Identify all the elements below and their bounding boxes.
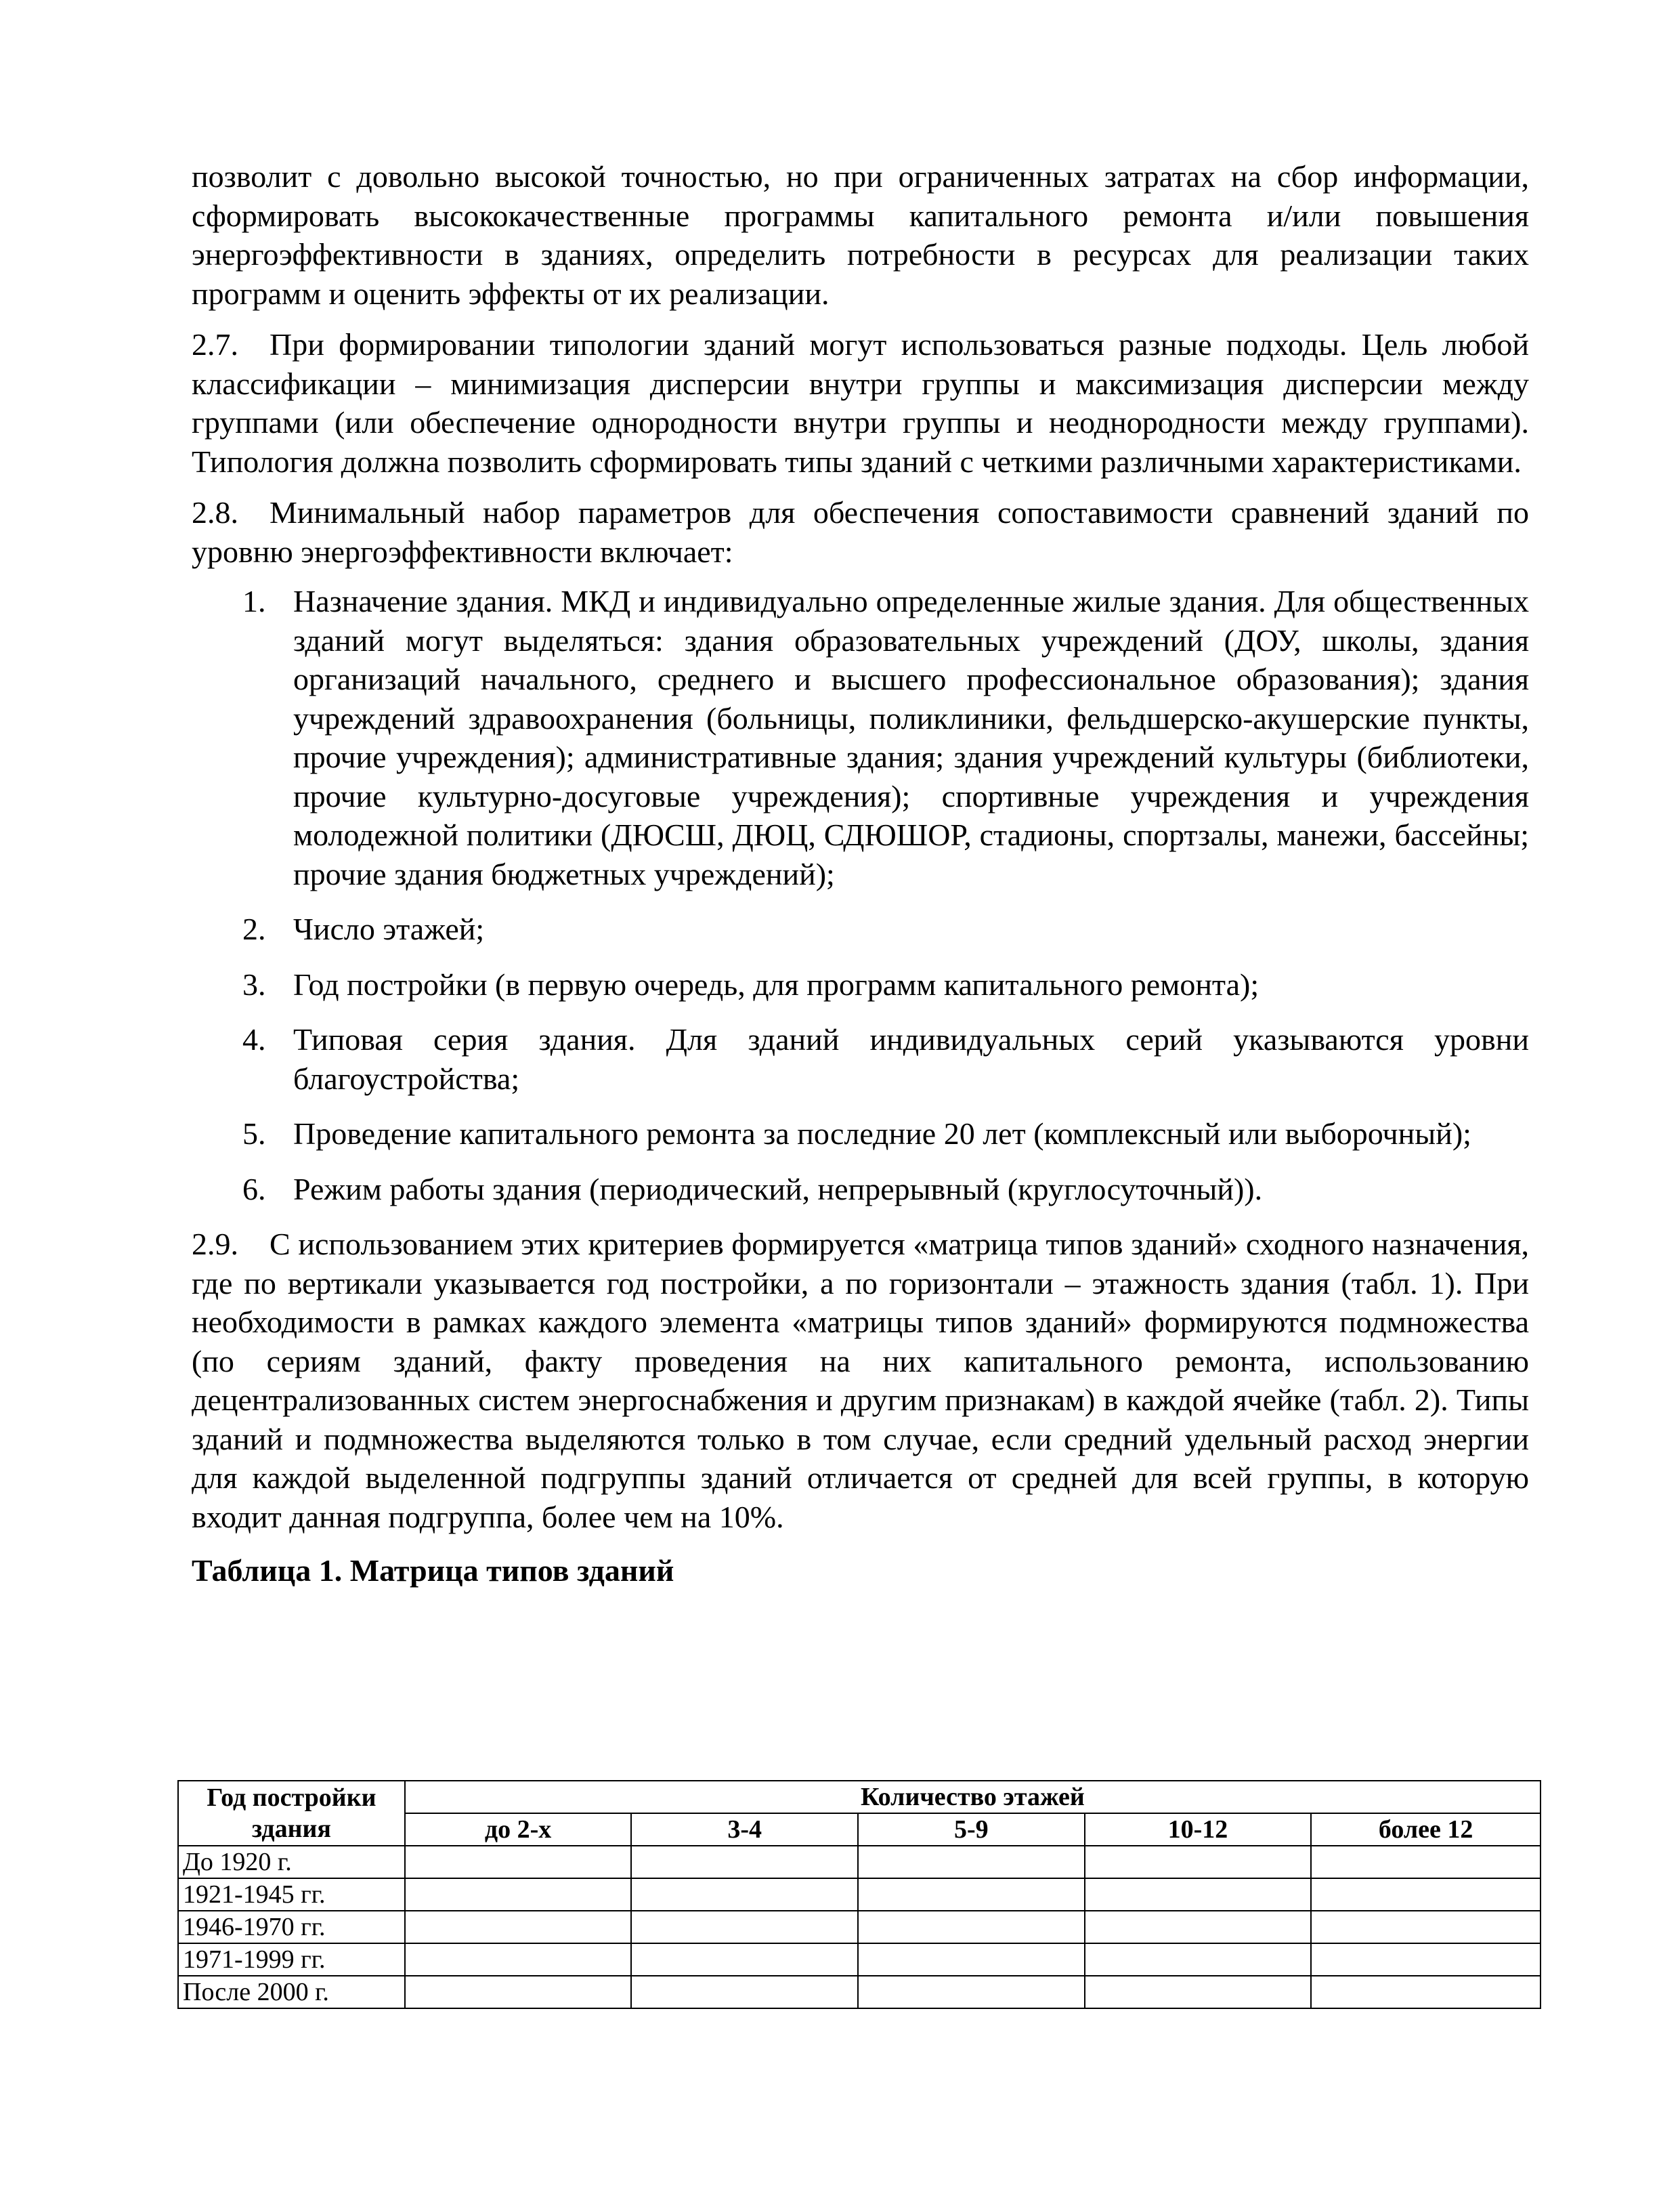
table-row [178,1943,1541,1976]
row-header: До 1920 г. [178,1846,405,1878]
table-row [178,1976,1541,2008]
paragraph-number: 2.7. [192,327,238,362]
paragraph-2-9 [192,1225,1529,1536]
column-header: до 2-х [405,1813,632,1846]
table-cell [631,1846,858,1878]
list-item [192,1020,1529,1098]
list-number: 3. [242,967,266,1002]
table-cell [1085,1846,1312,1878]
table-cell [858,1911,1085,1943]
document-page [192,157,1529,1590]
list-item [192,1170,1529,1209]
table-row [178,1911,1541,1943]
building-types-matrix [177,1780,1541,2009]
table-cell [858,1878,1085,1911]
list-text: Режим работы здания (периодический, непрерывный (круглосуточный)). [293,1171,1263,1206]
table-cell [631,1911,858,1943]
table-caption: Таблица 1. Матрица типов зданий [192,1553,674,1588]
table-cell [405,1878,632,1911]
table-cell [1311,1943,1541,1976]
table-cell [631,1878,858,1911]
list-text: Типовая серия здания. Для зданий индивидуальных серий указываются уровни благоустройства; [293,1022,1529,1096]
table-cell [1311,1878,1541,1911]
paragraph-2-8 [192,493,1529,571]
table-cell [405,1846,632,1878]
list-text: Число этажей; [293,912,485,946]
paragraph-text: Минимальный набор параметров для обеспечения сопоставимости сравнений зданий по уровню энергоэффективности включает: [192,495,1529,569]
table-cell [631,1976,858,2008]
table-cell [1311,1846,1541,1878]
column-header: 3-4 [631,1813,858,1846]
table-header-row [178,1781,1541,1813]
column-header: 10-12 [1085,1813,1312,1846]
table-cell [858,1943,1085,1976]
table-cell [1085,1878,1312,1911]
paragraph-2-7 [192,325,1529,481]
paragraph-number: 2.8. [192,495,238,530]
list-item [192,965,1529,1004]
table-row [178,1846,1541,1878]
table-cell [1311,1911,1541,1943]
row-header: После 2000 г. [178,1976,405,2008]
table-cell [405,1911,632,1943]
list-text: Проведение капитального ремонта за последние 20 лет (комплексный или выборочный); [293,1116,1471,1151]
row-header: 1921-1945 гг. [178,1878,405,1911]
list-text: Назначение здания. МКД и индивидуально определенные жилые здания. Для общественных зданий могут выделяться: здания образовательных учреждений (ДОУ, школы, здания организаций начального, среднего и высшего профессиональное образования); здания учреждений здравоохранения (больницы, поликлиники, фельдшерско-акушерские пункты, прочие учреждения); административные здания; здания учреждений культуры (библиотеки, прочие культурно-досуговые учреждения); спортивные учреждения и учреждения молодежной политики (ДЮСШ, ДЮЦ, СДЮШОР, стадионы, спортзалы, манежи, бассейны; прочие здания бюджетных учреждений); [293,584,1529,891]
list-number: 4. [242,1022,266,1057]
table-cell [1311,1976,1541,2008]
list-item [192,1114,1529,1154]
table-cell [1085,1943,1312,1976]
table-cell [405,1976,632,2008]
list-text: Год постройки (в первую очередь, для программ капитального ремонта); [293,967,1259,1002]
column-header: 5-9 [858,1813,1085,1846]
table-cell [405,1943,632,1976]
list-number: 5. [242,1116,266,1151]
floors-header: Количество этажей [405,1781,1541,1813]
row-header: 1946-1970 гг. [178,1911,405,1943]
table-cell [858,1846,1085,1878]
intro-paragraph: позволит с довольно высокой точностью, но при ограниченных затратах на сбор информации, сформировать высококачественные программы капитального ремонта и/или повышения энергоэффективности в зданиях, определить потребности в ресурсах для реализации таких программ и оценить эффекты от их реализации. [192,159,1529,311]
criteria-list [192,582,1529,1208]
table-cell [1085,1911,1312,1943]
table-cell [631,1943,858,1976]
list-number: 2. [242,912,266,946]
list-item [192,582,1529,893]
paragraph-text: С использованием этих критериев формируется «матрица типов зданий» сходного назначения, где по вертикали указывается год постройки, а по горизонтали – этажность здания (табл. 1). При необходимости в рамках каждого элемента «матрицы типов зданий» формируются подмножества (по сериям зданий, факту проведения на них капитального ремонта, использованию децентрализованных систем энергоснабжения и другим признакам) в каждой ячейке (табл. 2). Типы зданий и подмножества выделяются только в том случае, если средний удельный расход энергии для каждой выделенной подгруппы зданий отличается от средней для всей группы, в которую входит данная подгруппа, более чем на 10%. [192,1227,1529,1534]
paragraph-number: 2.9. [192,1227,238,1261]
list-number: 1. [242,584,266,618]
table-row [178,1878,1541,1911]
year-column-header: Год постройки здания [178,1781,405,1846]
table-cell [1085,1976,1312,2008]
row-header: 1971-1999 гг. [178,1943,405,1976]
list-item [192,910,1529,949]
paragraph-text: При формировании типологии зданий могут использоваться разные подходы. Цель любой классификации – минимизация дисперсии внутри группы и максимизация дисперсии между группами (или обеспечение однородности внутри группы и неоднородности между группами). Типология должна позволить сформировать типы зданий с четкими различными характеристиками. [192,327,1529,479]
list-number: 6. [242,1171,266,1206]
column-header: более 12 [1311,1813,1541,1846]
table-cell [858,1976,1085,2008]
